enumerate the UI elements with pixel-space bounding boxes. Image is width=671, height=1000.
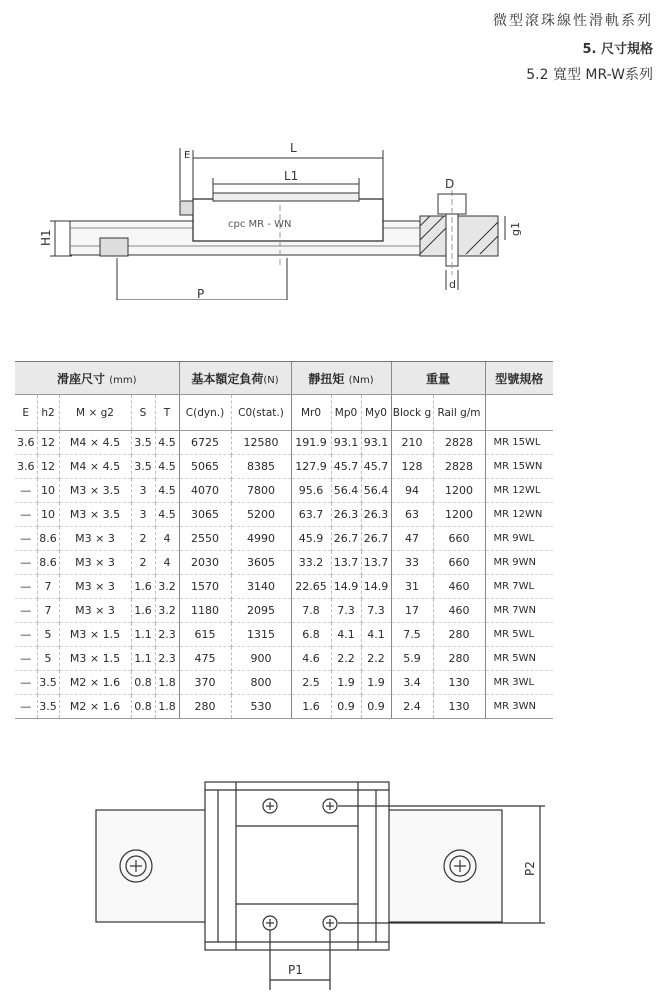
table-cell: MR 12WN bbox=[485, 503, 553, 527]
col-my0: My0 bbox=[361, 395, 391, 431]
table-cell: 5065 bbox=[179, 455, 231, 479]
table-cell: MR 15WL bbox=[485, 431, 553, 455]
table-cell: 660 bbox=[433, 527, 485, 551]
table-cell: 4.6 bbox=[291, 647, 331, 671]
table-cell: 4.5 bbox=[155, 455, 179, 479]
table-cell: 2 bbox=[131, 527, 155, 551]
section-title: 5. 尺寸規格 bbox=[582, 42, 653, 57]
table-cell: M3 × 1.5 bbox=[59, 647, 131, 671]
table-cell: MR 9WN bbox=[485, 551, 553, 575]
table-row bbox=[15, 575, 553, 599]
table-cell: 31 bbox=[391, 575, 433, 599]
table-cell: M4 × 4.5 bbox=[59, 455, 131, 479]
table-cell: 4 bbox=[155, 551, 179, 575]
table-cell: 95.6 bbox=[291, 479, 331, 503]
table-cell: 2.2 bbox=[361, 647, 391, 671]
table-cell: MR 15WN bbox=[485, 455, 553, 479]
table-cell: 14.9 bbox=[361, 575, 391, 599]
table-cell: 4.5 bbox=[155, 479, 179, 503]
spec-table bbox=[15, 361, 553, 719]
table-cell: 6725 bbox=[179, 431, 231, 455]
table-cell: 4.1 bbox=[361, 623, 391, 647]
table-cell: 33.2 bbox=[291, 551, 331, 575]
table-cell: 63 bbox=[391, 503, 433, 527]
table-cell: 3065 bbox=[179, 503, 231, 527]
table-cell: 2.4 bbox=[391, 695, 433, 719]
col-c-dyn: C(dyn.) bbox=[179, 395, 231, 431]
table-cell: 26.3 bbox=[361, 503, 391, 527]
table-cell: M3 × 3 bbox=[59, 527, 131, 551]
table-cell: 1180 bbox=[179, 599, 231, 623]
table-cell: 0.8 bbox=[131, 695, 155, 719]
table-cell: 7 bbox=[37, 599, 59, 623]
table-cell: 47 bbox=[391, 527, 433, 551]
table-cell: MR 5WL bbox=[485, 623, 553, 647]
dim-label-H1: H1 bbox=[39, 229, 53, 246]
table-cell: 26.3 bbox=[331, 503, 361, 527]
table-cell: M3 × 3 bbox=[59, 575, 131, 599]
table-cell: 12 bbox=[37, 431, 59, 455]
table-cell: 210 bbox=[391, 431, 433, 455]
table-cell: 4 bbox=[155, 527, 179, 551]
table-cell: 800 bbox=[231, 671, 291, 695]
top-view-drawing bbox=[0, 740, 671, 1000]
col-E: E bbox=[15, 395, 37, 431]
table-cell: 13.7 bbox=[331, 551, 361, 575]
table-cell: 127.9 bbox=[291, 455, 331, 479]
col-block-weight: Block g bbox=[391, 395, 433, 431]
table-row bbox=[15, 623, 553, 647]
table-cell: 460 bbox=[433, 599, 485, 623]
table-row bbox=[15, 431, 553, 455]
table-cell: 63.7 bbox=[291, 503, 331, 527]
table-cell: 94 bbox=[391, 479, 433, 503]
table-cell: 3605 bbox=[231, 551, 291, 575]
table-cell: 1.8 bbox=[155, 695, 179, 719]
table-row bbox=[15, 527, 553, 551]
table-cell: 26.7 bbox=[361, 527, 391, 551]
table-cell: 660 bbox=[433, 551, 485, 575]
table-cell: M3 × 3 bbox=[59, 599, 131, 623]
table-cell: 1315 bbox=[231, 623, 291, 647]
table-cell: 26.7 bbox=[331, 527, 361, 551]
table-cell: M3 × 1.5 bbox=[59, 623, 131, 647]
series-title: 微型滾珠線性滑軌系列 bbox=[493, 13, 653, 29]
table-cell: 3.2 bbox=[155, 599, 179, 623]
table-cell: — bbox=[20, 676, 32, 689]
group-static-moment: 靜扭矩 (Nm) bbox=[291, 362, 391, 395]
table-cell: 4.1 bbox=[331, 623, 361, 647]
dim-label-P2: P2 bbox=[523, 861, 537, 876]
table-cell: 2030 bbox=[179, 551, 231, 575]
table-cell: MR 3WL bbox=[485, 671, 553, 695]
table-cell: 2 bbox=[131, 551, 155, 575]
col-mr0: Mr0 bbox=[291, 395, 331, 431]
table-cell: 280 bbox=[179, 695, 231, 719]
table-cell: 6.8 bbox=[291, 623, 331, 647]
table-cell: 3140 bbox=[231, 575, 291, 599]
col-T: T bbox=[155, 395, 179, 431]
table-cell: 8.6 bbox=[37, 551, 59, 575]
table-cell: 8.6 bbox=[37, 527, 59, 551]
table-cell: 4.5 bbox=[155, 503, 179, 527]
table-cell: 5 bbox=[37, 623, 59, 647]
dim-label-P1: P1 bbox=[288, 963, 303, 977]
table-cell: 10 bbox=[37, 503, 59, 527]
table-cell: 3.6 bbox=[17, 460, 35, 473]
table-cell: 191.9 bbox=[291, 431, 331, 455]
table-cell: 2.2 bbox=[331, 647, 361, 671]
table-cell: 7.8 bbox=[291, 599, 331, 623]
table-cell: — bbox=[20, 652, 32, 665]
table-cell: 2828 bbox=[433, 431, 485, 455]
table-cell: 530 bbox=[231, 695, 291, 719]
table-cell: 3.6 bbox=[17, 436, 35, 449]
table-row bbox=[15, 671, 553, 695]
table-cell: 7.5 bbox=[391, 623, 433, 647]
col-S: S bbox=[131, 395, 155, 431]
block-marking: cpc MR - WN bbox=[228, 219, 292, 230]
table-row bbox=[15, 455, 553, 479]
table-cell: 3 bbox=[131, 479, 155, 503]
table-cell: 2.5 bbox=[291, 671, 331, 695]
table-cell: 7 bbox=[37, 575, 59, 599]
table-cell: 130 bbox=[433, 695, 485, 719]
table-cell: 12 bbox=[37, 455, 59, 479]
table-cell: M4 × 4.5 bbox=[59, 431, 131, 455]
table-cell: 14.9 bbox=[331, 575, 361, 599]
table-cell: 13.7 bbox=[361, 551, 391, 575]
table-cell: — bbox=[20, 604, 32, 617]
table-cell: 1570 bbox=[179, 575, 231, 599]
table-cell: 2095 bbox=[231, 599, 291, 623]
table-cell: 1200 bbox=[433, 479, 485, 503]
table-row bbox=[15, 599, 553, 623]
table-row bbox=[15, 695, 553, 719]
table-cell: 5 bbox=[37, 647, 59, 671]
table-cell: — bbox=[20, 556, 32, 569]
side-view-drawing bbox=[0, 0, 671, 300]
table-cell: 1.9 bbox=[331, 671, 361, 695]
table-cell: 0.8 bbox=[131, 671, 155, 695]
table-cell: 7.3 bbox=[331, 599, 361, 623]
table-cell: 2550 bbox=[179, 527, 231, 551]
table-cell: 1.1 bbox=[131, 623, 155, 647]
table-cell: 130 bbox=[433, 671, 485, 695]
table-cell: 4.5 bbox=[155, 431, 179, 455]
dim-label-E: E bbox=[184, 150, 191, 161]
table-cell: 2828 bbox=[433, 455, 485, 479]
col-h2: h2 bbox=[37, 395, 59, 431]
table-cell: 0.9 bbox=[331, 695, 361, 719]
table-cell: 10 bbox=[37, 479, 59, 503]
dim-label-g1: g1 bbox=[509, 222, 522, 236]
group-model: 型號規格 bbox=[485, 362, 553, 395]
dim-label-L: L bbox=[290, 141, 297, 155]
table-cell: MR 12WL bbox=[485, 479, 553, 503]
table-cell: — bbox=[20, 700, 32, 713]
table-cell: 3.5 bbox=[37, 695, 59, 719]
table-cell: 1200 bbox=[433, 503, 485, 527]
table-cell: 3.4 bbox=[391, 671, 433, 695]
table-cell: 3.5 bbox=[131, 455, 155, 479]
table-cell: 615 bbox=[179, 623, 231, 647]
table-cell: 1.1 bbox=[131, 647, 155, 671]
table-cell: 33 bbox=[391, 551, 433, 575]
table-cell: M2 × 1.6 bbox=[59, 695, 131, 719]
table-cell: M3 × 3 bbox=[59, 551, 131, 575]
table-cell: 128 bbox=[391, 455, 433, 479]
dim-label-d: d bbox=[449, 278, 456, 291]
table-cell: 7.3 bbox=[361, 599, 391, 623]
table-cell: MR 9WL bbox=[485, 527, 553, 551]
table-cell: MR 7WN bbox=[485, 599, 553, 623]
col-rail-weight: Rail g/m bbox=[433, 395, 485, 431]
table-cell: 45.7 bbox=[331, 455, 361, 479]
table-cell: 45.7 bbox=[361, 455, 391, 479]
table-cell: 3 bbox=[131, 503, 155, 527]
table-cell: — bbox=[20, 580, 32, 593]
table-cell: 1.6 bbox=[131, 599, 155, 623]
table-cell: 460 bbox=[433, 575, 485, 599]
table-cell: 1.6 bbox=[131, 575, 155, 599]
table-cell: 4990 bbox=[231, 527, 291, 551]
table-row bbox=[15, 647, 553, 671]
table-cell: 8385 bbox=[231, 455, 291, 479]
table-cell: 56.4 bbox=[331, 479, 361, 503]
col-mp0: Mp0 bbox=[331, 395, 361, 431]
table-cell: 900 bbox=[231, 647, 291, 671]
table-cell: 17 bbox=[391, 599, 433, 623]
table-cell: 93.1 bbox=[331, 431, 361, 455]
table-cell: 0.9 bbox=[361, 695, 391, 719]
table-cell: 4070 bbox=[179, 479, 231, 503]
table-cell: 5200 bbox=[231, 503, 291, 527]
sub-header-row bbox=[15, 395, 553, 431]
table-cell: 7800 bbox=[231, 479, 291, 503]
dim-label-P: P bbox=[197, 287, 205, 300]
table-cell: 370 bbox=[179, 671, 231, 695]
table-cell: 280 bbox=[433, 623, 485, 647]
dim-label-L1: L1 bbox=[284, 169, 299, 183]
table-cell: 93.1 bbox=[361, 431, 391, 455]
table-row bbox=[15, 503, 553, 527]
table-cell: MR 7WL bbox=[485, 575, 553, 599]
table-cell: 2.3 bbox=[155, 623, 179, 647]
dim-label-D: D bbox=[445, 177, 455, 191]
table-cell: 475 bbox=[179, 647, 231, 671]
table-cell: 1.8 bbox=[155, 671, 179, 695]
table-row bbox=[15, 551, 553, 575]
table-cell: 3.5 bbox=[131, 431, 155, 455]
table-cell: — bbox=[20, 628, 32, 641]
table-cell: MR 5WN bbox=[485, 647, 553, 671]
col-model bbox=[485, 395, 553, 431]
group-block-dims: 滑座尺寸 (mm) bbox=[15, 362, 179, 395]
table-cell: 5.9 bbox=[391, 647, 433, 671]
table-cell: M3 × 3.5 bbox=[59, 503, 131, 527]
table-cell: M2 × 1.6 bbox=[59, 671, 131, 695]
table-cell: 3.2 bbox=[155, 575, 179, 599]
table-cell: 280 bbox=[433, 647, 485, 671]
table-row bbox=[15, 479, 553, 503]
table-cell: M3 × 3.5 bbox=[59, 479, 131, 503]
table-cell: 22.65 bbox=[291, 575, 331, 599]
table-cell: 12580 bbox=[231, 431, 291, 455]
table-cell: 1.6 bbox=[291, 695, 331, 719]
col-c-stat: C0(stat.) bbox=[231, 395, 291, 431]
col-thread: M × g2 bbox=[59, 395, 131, 431]
table-cell: 56.4 bbox=[361, 479, 391, 503]
table-cell: MR 3WN bbox=[485, 695, 553, 719]
subsection-title: 5.2 寬型 MR-W系列 bbox=[526, 67, 653, 83]
table-cell: — bbox=[20, 484, 32, 497]
table-cell: 45.9 bbox=[291, 527, 331, 551]
table-cell: 2.3 bbox=[155, 647, 179, 671]
group-weight: 重量 bbox=[391, 362, 485, 395]
table-cell: — bbox=[20, 532, 32, 545]
table-cell: 3.5 bbox=[37, 671, 59, 695]
table-cell: — bbox=[20, 508, 32, 521]
group-load-rating: 基本額定負荷(N) bbox=[179, 362, 291, 395]
table-cell: 1.9 bbox=[361, 671, 391, 695]
